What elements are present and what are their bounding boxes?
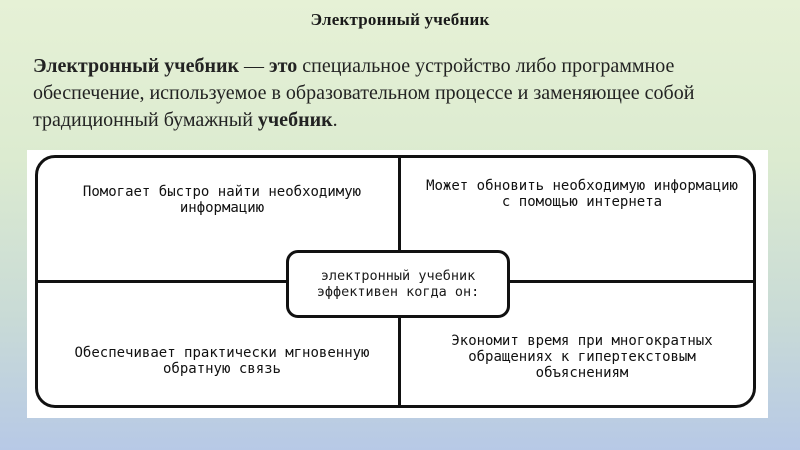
intro-paragraph — [33, 53, 781, 134]
quadrant-top-right: Может обновить необходимую информацию с помощью интернета — [426, 178, 738, 210]
center-box-text: электронный учебник эффективен когда он: — [316, 268, 480, 300]
intro-period: . — [332, 109, 338, 131]
quadrant-bottom-left: Обеспечивает практически мгновенную обратную связь — [74, 345, 370, 377]
intro-body: специальное устройство либо программное обеспечение, используемое в образовательном процессе и заменяющее собой традиционный бумажный — [33, 55, 695, 131]
intro-term: Электронный учебник — [33, 55, 240, 77]
quadrant-bottom-right: Экономит время при многократных обращениях к гипертекстовым объяснениям — [451, 333, 713, 381]
effectiveness-diagram — [27, 150, 768, 418]
slide-title: Электронный учебник — [310, 10, 490, 29]
diagram-center-box — [286, 250, 510, 318]
intro-is-word: это — [269, 55, 298, 77]
intro-dash: — — [239, 55, 270, 77]
quadrant-top-left: Помогает быстро найти необходимую информацию — [82, 184, 362, 216]
intro-end-word: учебник — [257, 109, 333, 131]
